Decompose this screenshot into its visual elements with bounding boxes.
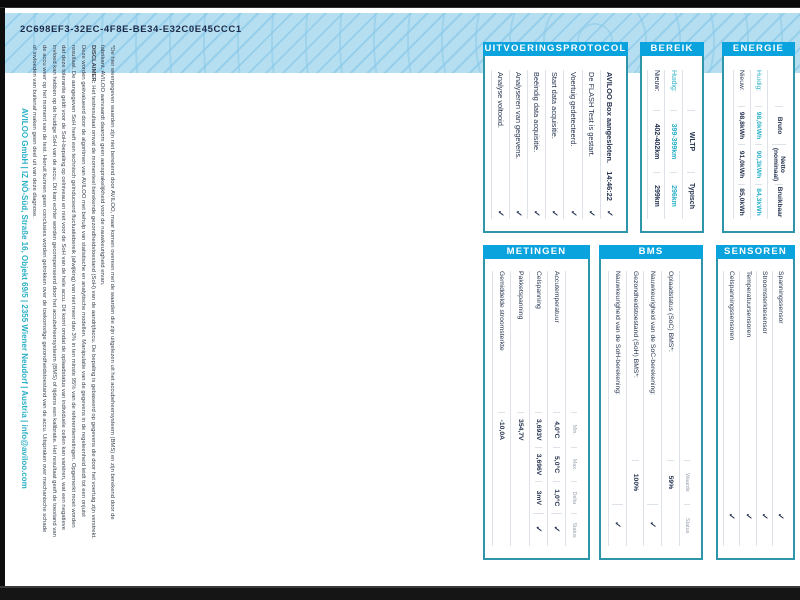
card-uitvoeringsprotocol <box>483 42 628 233</box>
table-row <box>772 271 788 546</box>
check-icon: ✓ <box>551 525 562 533</box>
row-status <box>612 504 623 546</box>
disclaimer-line: dat deze tolerantie geldt voor de SoH-bepaling op celniveau en niet voor de SoH van de hele accu. Dit komt omdat de oplaadstatus van individuele cellen kan variëren, wat een negatieve <box>60 45 67 530</box>
letterbox-top <box>0 0 800 8</box>
check-icon: ✓ <box>495 209 506 217</box>
disclaimer-line: fabrikant. AVILOO aanvaardt daarom geen aansprakelijkheid voor de nauwkeurigheid ervan. <box>99 45 106 286</box>
row-value: 98,8kWh <box>739 106 746 144</box>
footer-text: AVILOO GmbH | IZ NÖ-Süd, Straße 16, Objekt 69/5 | 2355 Wiener Neudorf | Austria | info@aviloo.com <box>20 108 29 489</box>
disclaimer-block <box>28 45 116 539</box>
section-header-energie: ENERGIE <box>722 42 795 56</box>
row-value: 299km <box>653 172 660 219</box>
row-label: Temperatuursensoren <box>744 271 752 338</box>
card-body <box>722 56 795 233</box>
row-value: 90,3kWh <box>756 144 763 184</box>
check-icon: ✓ <box>612 521 623 529</box>
row-label: AVILOO Box aangesloten. <box>604 72 614 164</box>
row-value: 3,693V <box>535 412 542 447</box>
row-status <box>533 513 544 546</box>
check-icon: ✓ <box>586 209 597 217</box>
row-label: Analyse voltooid. <box>495 72 505 128</box>
row-value: 98,0kWh <box>756 106 763 144</box>
disclaimer-line: of invloeden van buitenaf maken geen deel uit van deze diagnose. <box>31 45 38 218</box>
row-label: Accutemperatuur <box>552 271 560 323</box>
row-label: Nauwkeurigheid van de SoC-berekening: <box>649 271 657 395</box>
table-row <box>545 70 563 219</box>
column-header: Netto (nominaal) <box>772 144 787 184</box>
test-id: 2C698EF3-32EC-4F8E-BE34-E32C0E45CCC1 <box>20 24 242 35</box>
card-body <box>640 56 704 233</box>
row-value: 4,0°C <box>553 412 560 447</box>
column-header: Min. <box>571 412 577 447</box>
card-energie <box>722 42 795 233</box>
report-page <box>5 8 800 586</box>
check-icon: ✓ <box>550 209 561 217</box>
section-header-metingen: METINGEN <box>483 245 590 259</box>
table-row <box>608 271 626 546</box>
card-bereik <box>640 42 704 233</box>
row-value: 3mV <box>535 481 542 513</box>
table-row <box>756 271 772 546</box>
column-header: Bruto <box>775 106 782 144</box>
table-row <box>750 70 767 219</box>
row-label: Analyseren van gegevens. <box>513 72 523 160</box>
table-header-row <box>679 271 695 546</box>
disclaimer-text <box>28 45 116 539</box>
table-row <box>547 271 565 546</box>
row-status <box>647 504 658 546</box>
card-body <box>483 56 628 233</box>
section-header-sensoren: SENSOREN <box>716 245 795 259</box>
row-label: Huidig: <box>755 70 763 92</box>
column-header: Waarde <box>685 460 691 505</box>
check-icon: ✓ <box>532 209 543 217</box>
row-label: De FLASH Test is gestart. <box>586 72 596 157</box>
section-header-uitvoeringsprotocol: UITVOERINGSPROTOCOL <box>484 43 627 54</box>
row-label: Nieuw: <box>652 70 660 92</box>
table-row <box>492 271 510 546</box>
check-icon: ✓ <box>533 525 544 533</box>
check-icon: ✓ <box>727 512 738 520</box>
row-value: 3,696V <box>535 447 542 482</box>
column-header: Bruikbaar <box>775 184 782 219</box>
table-row <box>510 271 528 546</box>
row-label: Voertuig gedetecteerd. <box>568 72 578 147</box>
row-value: 59% <box>667 460 674 505</box>
column-header: WLTP <box>687 110 695 172</box>
card-bms <box>599 245 703 560</box>
column-header: Typisch <box>687 172 695 219</box>
disclaimer-line: DISCLAIMER: Het testresultaat omvat de momenteel berekende gezondheidstoestand (SoH) van de aandrijfaccu. De bepaling is gebaseerd op gegevens die door het voertuig zijn verstrekt. <box>89 45 96 539</box>
section-header-bereik: BEREIK <box>640 42 704 56</box>
row-label: Celspanning <box>534 271 542 309</box>
table-row <box>600 70 618 219</box>
table-row <box>643 271 661 546</box>
table-row <box>582 70 600 219</box>
row-value: 91,0kWh <box>739 144 746 184</box>
card-body <box>716 259 795 560</box>
row-value: 5,0°C <box>553 447 560 482</box>
disclaimer-line: resultaat. De aangegeven SoH heeft een technisch geïnduceerd fluctuatiebereik (afwijking) van niet meer dan 3% in ten minste 95% van de referentiemetingen. Opgemerkt moet worden <box>70 45 77 528</box>
column-header: Delta <box>571 481 577 513</box>
row-label: Beëindig data acquisitie. <box>532 72 542 153</box>
table-row <box>529 271 547 546</box>
table-row <box>665 70 683 219</box>
disclaimer-line: invloed kan hebben op de huidige SoH van de accu. Dit kan echter worden gecompenseerd door het accubeheersysteem (BMS) of tijdens een kalibratie. Het resultaat geeft de toestand van <box>50 45 57 537</box>
table-header-row <box>682 70 699 219</box>
check-icon: ✓ <box>759 512 770 520</box>
letterbox-bottom <box>0 586 800 600</box>
row-label: Oplaadstatus (SoC) BMS*: <box>667 271 675 352</box>
column-header: Status <box>571 513 577 546</box>
card-sensoren <box>716 245 795 560</box>
row-label: Gemiddelde stroomsterkte <box>498 271 506 351</box>
disclaimer-word: DISCLAIMER: <box>89 45 96 84</box>
table-row <box>723 271 739 546</box>
row-label: Nauwkeurigheid van de SoH-berekening: <box>613 271 621 395</box>
row-value: 84,3kWh <box>756 184 763 219</box>
row-label: Celspanningssensoren <box>728 271 736 341</box>
card-metingen <box>483 245 590 560</box>
row-label: Nieuw: <box>738 70 746 91</box>
table-row <box>733 70 750 219</box>
check-icon: ✓ <box>604 209 615 217</box>
row-label: Huidig: <box>670 70 678 92</box>
check-icon: ✓ <box>775 512 786 520</box>
disclaimer-line: Deze worden geëvalueerd door de algoritmen van AVILOO met behulp van statistische en analytische modellen. Manipulatie van de gegevens in de regeleenheid leidt tot een onjuist <box>79 45 86 517</box>
check-icon: ✓ <box>648 521 659 529</box>
row-label: Pakketspanning <box>516 271 524 320</box>
row-label: Stroomsterktesensor <box>760 271 768 334</box>
table-row <box>626 271 644 546</box>
table-row <box>739 271 755 546</box>
card-body <box>483 259 590 560</box>
column-header: Status <box>685 504 691 546</box>
table-row <box>509 70 527 219</box>
check-icon: ✓ <box>743 512 754 520</box>
table-row <box>647 70 665 219</box>
row-time: 14:46:22 <box>604 171 614 201</box>
column-header: Max. <box>571 447 577 482</box>
table-row <box>563 70 581 219</box>
row-status <box>551 513 562 546</box>
disclaimer-line: de accu weer op het moment van de test. Hieruit kunnen geen conclusies worden getrokken over de toekomstige gezondheidstoestand van de accu. Uitspraken over mechanische schade <box>41 45 48 533</box>
check-icon: ✓ <box>568 209 579 217</box>
check-icon: ✓ <box>513 209 524 217</box>
disclaimer-line: *De hier weergegeven waarden zijn niet berekend door AVILOO, maar komen overeen met de waarden die zijn uitgelezen uit het accubeheersysteem (BMS) en zijn berekend door de <box>109 45 115 520</box>
table-header-row <box>767 70 790 219</box>
row-value: -10,0A <box>498 412 505 447</box>
row-value: 296km <box>670 172 677 219</box>
row-value: 1,0°C <box>553 481 560 513</box>
table-row <box>527 70 545 219</box>
table-header-row <box>565 271 582 546</box>
row-label: Start data acquisitie. <box>550 72 560 139</box>
footer-line <box>15 108 29 518</box>
row-value: 85,0kWh <box>739 184 746 219</box>
row-label: Gezondheidstoestand (SoH) BMS*: <box>631 271 639 378</box>
card-body <box>599 259 703 560</box>
section-header-bms: BMS <box>599 245 703 259</box>
row-value: 100% <box>632 460 639 505</box>
row-value: 354,7V <box>517 412 524 447</box>
row-value: 399-399km <box>670 110 677 172</box>
row-value: 402-402km <box>653 110 660 172</box>
table-row <box>661 271 679 546</box>
table-row <box>491 70 509 219</box>
row-label: Spanningssensor <box>776 271 784 324</box>
